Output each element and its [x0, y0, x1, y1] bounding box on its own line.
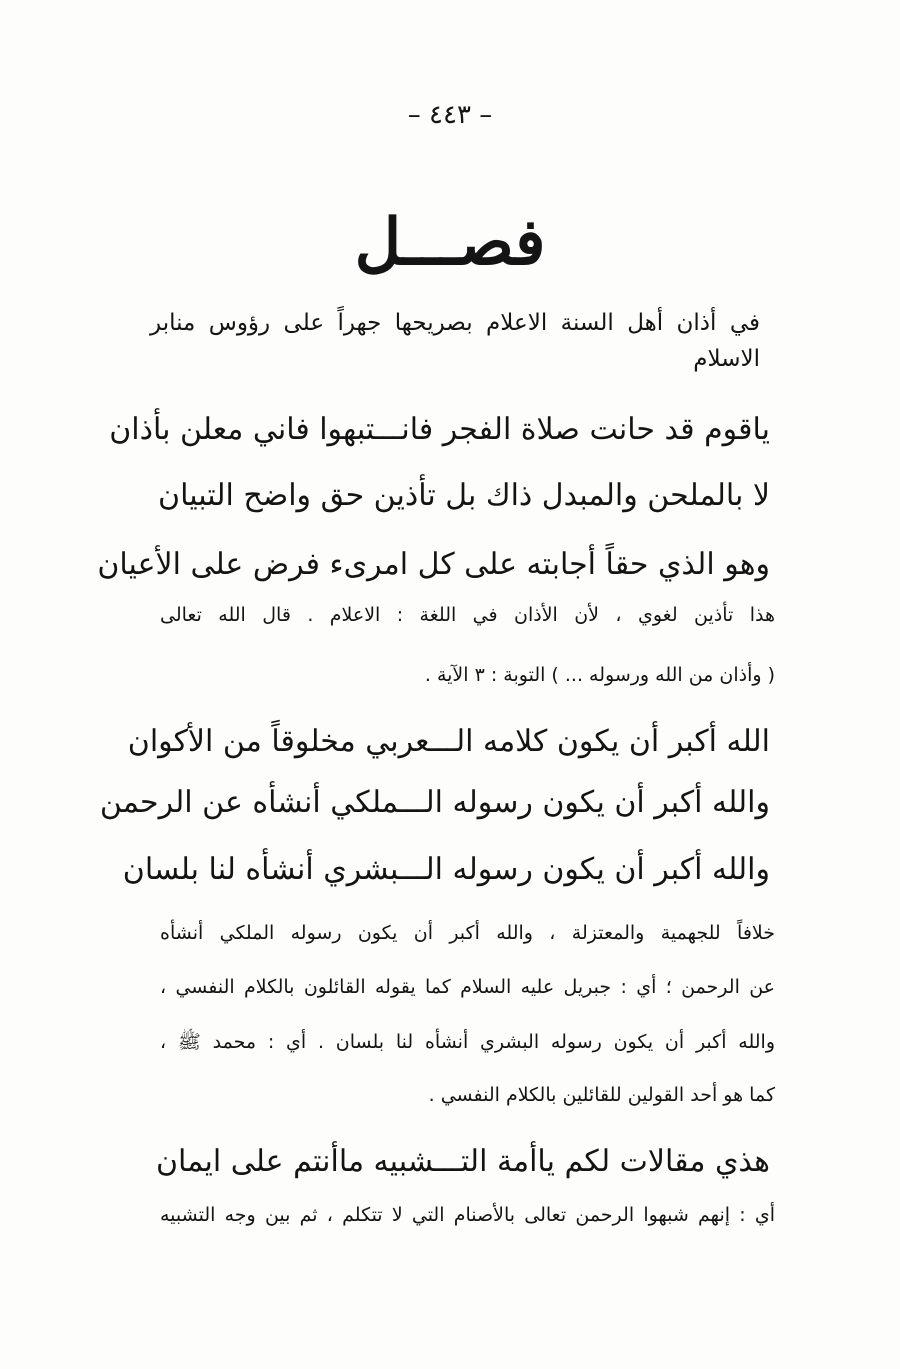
commentary-line: عن الرحمن ؛ أي : جبريل عليه السلام كما يقوله القائلون بالكلام النفسي ،	[160, 976, 775, 998]
commentary-line: خلافاً للجهمية والمعتزلة ، والله أكبر أن يكون رسوله الملكي أنشأه	[160, 922, 775, 944]
commentary-line: كما هو أحد القولين للقائلين بالكلام النفسي .	[428, 1084, 775, 1106]
commentary-line: والله أكبر أن يكون رسوله البشري أنشأه لنا بلسان . أي : محمد ﷺ ،	[160, 1031, 775, 1053]
verse-line: والله أكبر أن يكون رسوله الـــملكي أنشأه عن الرحمن	[99, 785, 770, 820]
commentary-line: هذا تأذين لغوي ، لأن الأذان في اللغة : الاعلام . قال الله تعالى	[160, 604, 775, 626]
verse-line: وهو الذي حقاً أجابته على كل امرىء فرض على الأعيان	[97, 547, 770, 582]
verse-line: لا بالملحن والمبدل ذاك بل تأذين حق واضح التبيان	[158, 478, 770, 513]
verse-line: ياقوم قد حانت صلاة الفجر فانـــتبهوا فاني معلن بأذان	[109, 412, 770, 447]
verse-line: هذي مقالات لكم ياأمة التـــشبيه ماأنتم على ايمان	[156, 1144, 770, 1179]
verse-line: والله أكبر أن يكون رسوله الـــبشري أنشأه لنا بلسان	[122, 852, 770, 887]
page-number: – ٤٤٣ –	[407, 100, 493, 130]
section-subtitle: في أذان أهل السنة الاعلام بصريحها جهراً على رؤوس منابر الاسلام	[150, 310, 760, 372]
verse-line: الله أكبر أن يكون كلامه الـــعربي مخلوقاً من الأكوان	[127, 724, 770, 759]
section-title: فصـــل	[354, 205, 546, 280]
commentary-line: ( وأذان من الله ورسوله ... ) التوبة : ٣ الآية .	[424, 664, 775, 686]
commentary-line: أي : إنهم شبهوا الرحمن تعالى بالأصنام التي لا تتكلم ، ثم بين وجه التشبيه	[160, 1204, 775, 1226]
